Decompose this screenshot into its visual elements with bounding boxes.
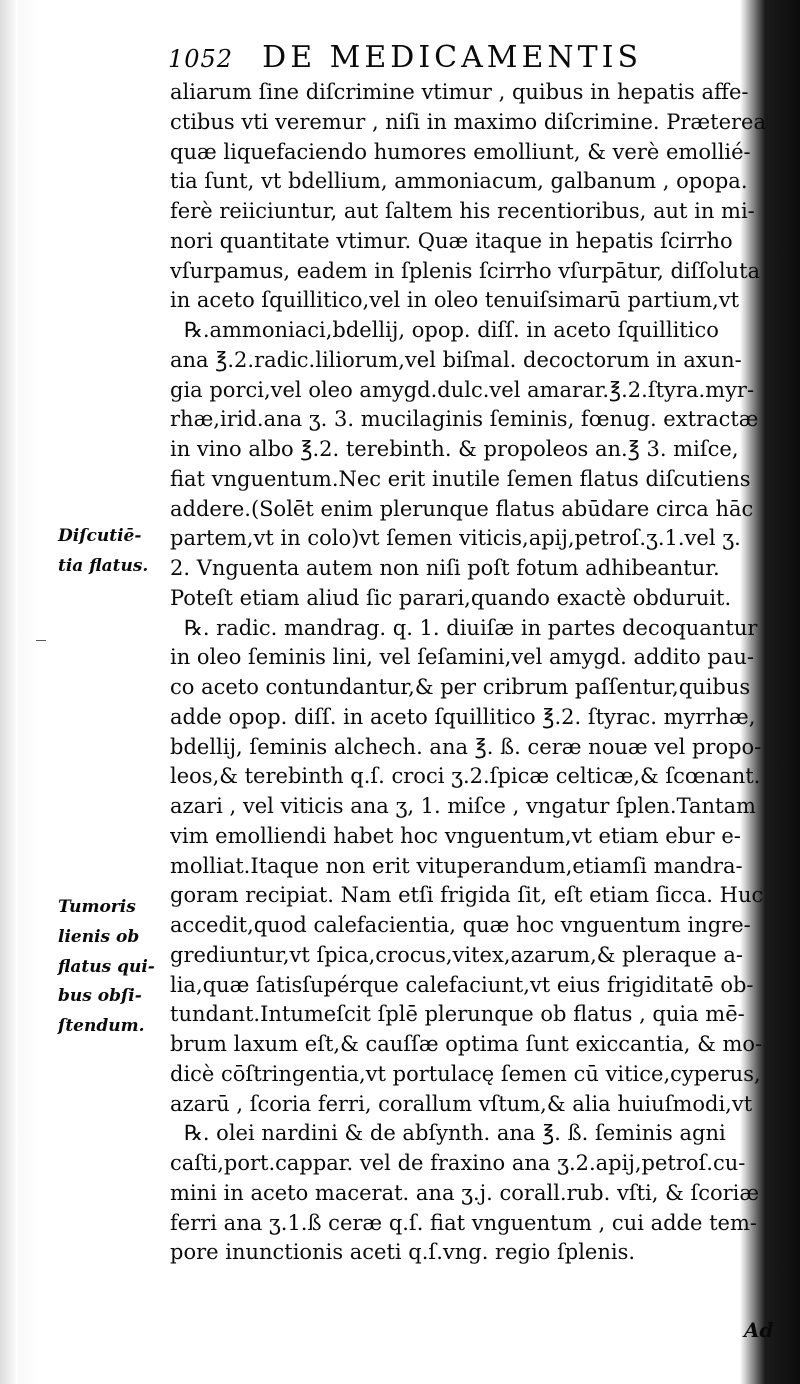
marginal-note-tumoris <box>58 893 170 1042</box>
text-line: gia porci,vel oleo amygd.dulc.vel amarar.℥.2.ſtyra.myr- <box>170 377 755 402</box>
text-line: grediuntur,vt ſpica,crocus,vitex,azarum,& pleraque a- <box>170 942 743 967</box>
text-line: brum laxum eſt,& cauſſæ optima ſunt exiccantia, & mo- <box>170 1032 763 1056</box>
marginal-note-line: Tumoris <box>58 897 136 917</box>
text-line: Poteſt etiam aliud ſic parari,quando exactè obduruit. <box>170 585 732 610</box>
text-line: pore inunctionis aceti q.ſ.vng. regio ſplenis. <box>170 1240 636 1265</box>
text-line: aliarum ſine diſcrimine vtimur , quibus in hepatis affe- <box>170 80 749 104</box>
text-line: addere.(Solēt enim plerunque flatus abūdare circa hāc <box>170 496 754 521</box>
text-line: molliat.Itaque non erit vituperandum,etiamſi mandra- <box>170 853 743 878</box>
text-line: in aceto ſquillitico,vel in oleo tenuiſsimarū partium,vt <box>170 288 740 313</box>
text-line: leos,& terebinth q.ſ. croci ʒ.2.ſpicæ celticæ,& ſcœnant. <box>170 764 761 789</box>
text-line: partem,vt in colo)vt ſemen viticis,apij,petroſ.ʒ.1.vel ʒ. <box>170 526 741 551</box>
text-line: co aceto contundantur,& per cribrum paſſentur,quibus <box>170 675 751 699</box>
text-line: in oleo ſeminis lini, vel ſeſamini,vel amygd. addito pau- <box>170 645 754 670</box>
marginal-note-line: tia flatus. <box>58 555 149 576</box>
running-head <box>168 40 728 76</box>
text-line: fiat vnguentum.Nec erit inutile ſemen flatus diſcutiens <box>170 466 751 491</box>
text-line: adde opop. diſſ. in aceto ſquillitico ℥.2. ſtyrac. myrrhæ, <box>170 704 756 729</box>
text-line: accedit,quod calefacientia, quæ hoc vnguentum ingre- <box>170 913 751 937</box>
text-line: vſurpamus, eadem in ſplenis ſcirrho vſurpātur, diſſoluta <box>170 258 761 283</box>
recipe-line: ℞. olei nardini & de abſynth. ana ℥. ß. ſeminis agni <box>184 1121 726 1146</box>
text-line: mini in aceto macerat. ana ʒ.j. corall.rub. vſti, & ſcoriæ <box>170 1180 760 1205</box>
text-line: azari , vel viticis ana ʒ, 1. miſce , vngatur ſplen.Tantam <box>170 794 756 818</box>
text-line: nori quantitate vtimur. Quæ itaque in hepatis ſcirrho <box>170 228 733 253</box>
text-line: dicè cōſtringentia,vt portulacę ſemen cū vitice,cyperus, <box>170 1061 761 1086</box>
margin-mark <box>36 640 46 641</box>
text-line: bdellij, ſeminis alchech. ana ℥. ß. ceræ nouæ vel propo- <box>170 734 762 759</box>
marginal-note-line: ſtendum. <box>58 1016 145 1036</box>
text-line: vim emolliendi habet hoc vnguentum,vt etiam ebur e- <box>170 823 741 848</box>
text-line: 2. Vnguenta autem non niſi poſt fotum adhibeantur. <box>170 556 720 580</box>
text-line: caſti,port.cappar. vel de fraxino ana ʒ.2.apij,petroſ.cu- <box>170 1151 746 1175</box>
page-gutter-shadow <box>0 0 18 1384</box>
catchword: Ad <box>744 1318 774 1342</box>
recipe-line: ℞. radic. mandrag. q. 1. diuiſæ in partes decoquantur <box>184 615 758 640</box>
marginal-note-line: Diſcutiē- <box>58 526 142 546</box>
marginal-note-line: lienis ob <box>58 926 140 947</box>
running-title: DE MEDICAMENTIS <box>262 40 643 75</box>
text-line: azarū , ſcoria ferri, corallum vſtum,& alia huiuſmodi,vt <box>170 1091 753 1116</box>
text-line: rhæ,irid.ana ʒ. 3. mucilaginis ſeminis, fœnug. extractæ <box>170 407 759 432</box>
text-line: ferri ana ʒ.1.ß ceræ q.ſ. fiat vnguentum , cui adde tem- <box>170 1210 757 1235</box>
text-line: in vino albo ℥.2. terebinth. & propoleos an.℥ 3. miſce, <box>170 437 739 461</box>
text-line: ana ℥.2.radic.liliorum,vel biſmal. decoctorum in axun- <box>170 347 742 372</box>
text-line: ctibus vti veremur , niſi in maximo diſcrimine. Præterea <box>170 109 766 134</box>
marginal-note-discutientia <box>58 522 170 582</box>
text-line: quæ liquefaciendo humores emolliunt, & verè emollié- <box>170 139 751 164</box>
text-line: tundant.Intumeſcit ſplē plerunque ob flatus , quia mē- <box>170 1002 745 1027</box>
text-line: tia ſunt, vt bdellium, ammoniacum, galbanum , opopa. <box>170 169 748 194</box>
text-line: ferè reiiciuntur, aut ſaltem his recentioribus, aut in mi- <box>170 199 755 223</box>
text-line: lia,quæ ſatisſupérque calefaciunt,vt eius frigiditatē ob- <box>170 972 754 997</box>
main-text-block <box>170 78 766 1268</box>
marginal-note-line: bus obſi- <box>58 986 142 1007</box>
recipe-line: ℞.ammoniaci,bdellij, opop. diſſ. in aceto ſquillitico <box>184 318 719 342</box>
marginal-note-line: flatus qui- <box>58 956 155 977</box>
page-number: 1052 <box>168 45 234 73</box>
text-line: goram recipiat. Nam etſi frigida ſit, eſt etiam ſicca. Huc <box>170 883 764 908</box>
